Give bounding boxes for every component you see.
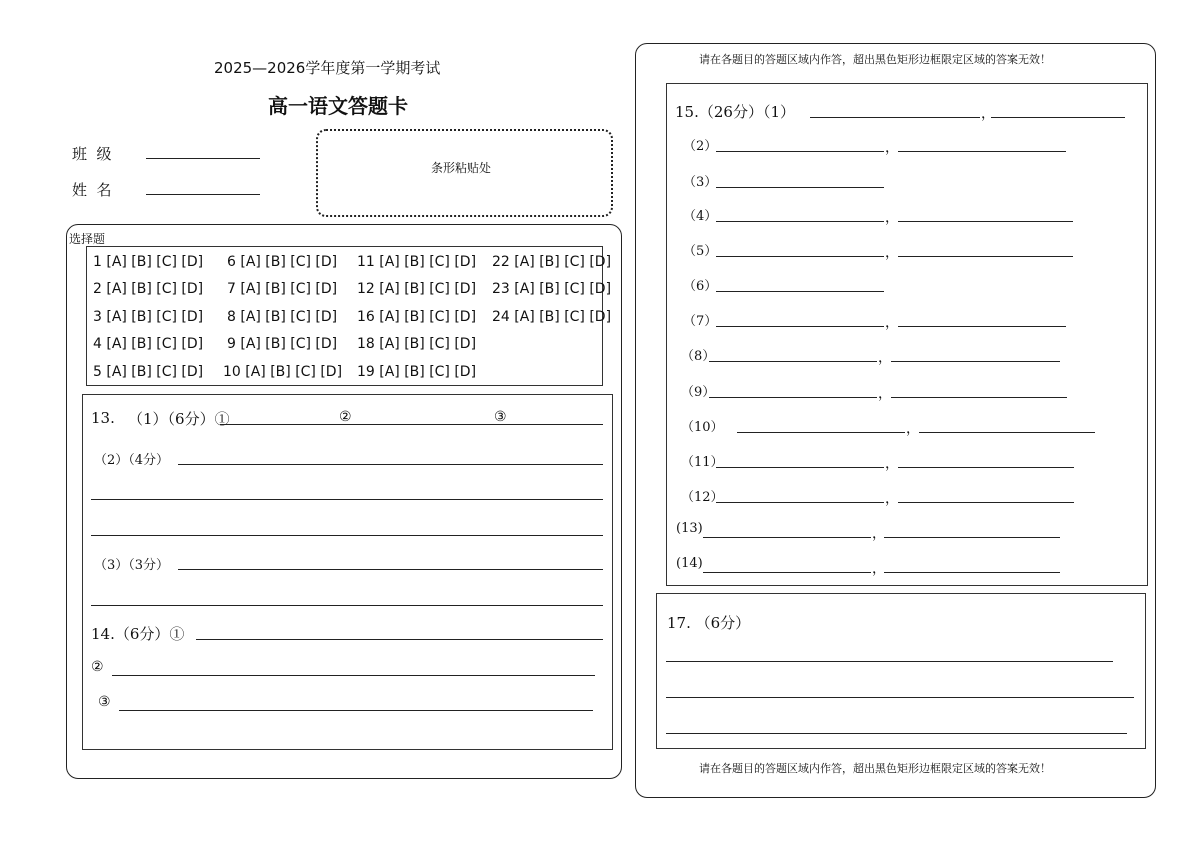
q17-field[interactable] (666, 697, 1134, 698)
q14-field-2[interactable] (112, 675, 595, 676)
q15-item-label: （12） (681, 490, 724, 505)
q15-item-field-b[interactable] (919, 432, 1095, 433)
comma: ， (872, 526, 886, 542)
q15-item-label: （10） (681, 420, 724, 435)
q15-item-field-b[interactable] (891, 361, 1060, 362)
q15-item-label: (13) (676, 521, 703, 536)
barcode-area (316, 129, 613, 217)
comma: ， (885, 210, 899, 226)
mc-item[interactable]: 22 [A] [B] [C] [D] (492, 254, 612, 270)
q15-item-field-a[interactable] (716, 221, 884, 222)
q15-item-field-a[interactable] (737, 432, 905, 433)
q15-box (666, 83, 1148, 586)
mc-item[interactable]: 7 [A] [B] [C] [D] (227, 281, 338, 297)
name-label: 姓 名 (72, 181, 112, 199)
q13-label: 13. (91, 409, 115, 427)
mc-item[interactable]: 1 [A] [B] [C] [D] (93, 254, 204, 270)
q15-item-label: （9） (681, 385, 716, 400)
q13-part3-field[interactable] (178, 569, 603, 570)
mc-item[interactable]: 16 [A] [B] [C] [D] (357, 309, 477, 325)
q15-item-field-b[interactable] (898, 221, 1073, 222)
comma: ， (885, 245, 899, 261)
q15-item-field-a[interactable] (716, 151, 884, 152)
q15-label: 15.（26分）（1） (675, 103, 795, 121)
q15-item-field-a[interactable] (703, 537, 871, 538)
q13-part2-label: （2）（4分） (94, 453, 170, 468)
mc-item[interactable]: 12 [A] [B] [C] [D] (357, 281, 477, 297)
mc-item[interactable]: 3 [A] [B] [C] [D] (93, 309, 204, 325)
comma: ， (981, 106, 995, 122)
q15-item-field-b[interactable] (898, 502, 1074, 503)
q15-item-field-a[interactable] (716, 502, 884, 503)
q14-label: 14.（6分）① (91, 625, 185, 643)
comma: ， (885, 315, 899, 331)
q15-item-field-a[interactable] (709, 397, 877, 398)
q17-label: 17. （6分） (667, 614, 751, 632)
mc-item[interactable]: 5 [A] [B] [C] [D] (93, 364, 204, 380)
notice-bottom: 请在各题目的答题区域内作答，超出黑色矩形边框限定区域的答案无效！ (699, 762, 1051, 775)
exam-title: 2025—2026学年度第一学期考试 (214, 59, 441, 77)
q15-item-label: （3） (683, 175, 718, 190)
mc-item[interactable]: 4 [A] [B] [C] [D] (93, 336, 204, 352)
comma: ， (885, 491, 899, 507)
q15-item-label: （5） (683, 244, 718, 259)
mc-grid (86, 246, 612, 386)
q13-part3-label: （3）（3分） (94, 558, 170, 573)
q17-field[interactable] (666, 733, 1127, 734)
mc-item[interactable]: 24 [A] [B] [C] [D] (492, 309, 612, 325)
q15-1-field-a[interactable] (810, 117, 980, 118)
q13-part3-field[interactable] (91, 605, 603, 606)
q15-item-field-b[interactable] (898, 151, 1066, 152)
mc-item[interactable]: 10 [A] [B] [C] [D] (223, 364, 343, 380)
mc-item[interactable]: 8 [A] [B] [C] [D] (227, 309, 338, 325)
q13-circle-3: ③ (494, 409, 507, 425)
notice-top: 请在各题目的答题区域内作答，超出黑色矩形边框限定区域的答案无效！ (699, 53, 1051, 66)
class-label: 班 级 (72, 145, 112, 163)
class-field[interactable] (146, 158, 260, 159)
mc-item[interactable]: 9 [A] [B] [C] [D] (227, 336, 338, 352)
mc-item[interactable]: 23 [A] [B] [C] [D] (492, 281, 612, 297)
q15-item-label: （8） (681, 349, 716, 364)
q15-1-field-b[interactable] (991, 117, 1125, 118)
q15-item-label: （6） (683, 279, 718, 294)
q15-item-field-b[interactable] (884, 572, 1060, 573)
q13-part1-label: （1）（6分）① (128, 410, 230, 428)
mc-item[interactable]: 11 [A] [B] [C] [D] (357, 254, 477, 270)
q15-item-field-b[interactable] (898, 256, 1073, 257)
q13-part2-field[interactable] (91, 499, 603, 500)
comma: ， (872, 561, 886, 577)
q15-item-field-a[interactable] (716, 187, 884, 188)
comma: ， (885, 140, 899, 156)
comma: ， (885, 456, 899, 472)
q13-part2-field[interactable] (91, 535, 603, 536)
comma: ， (906, 421, 920, 437)
q13-part1-field[interactable] (220, 424, 603, 425)
q14-circle-3: ③ (98, 694, 111, 710)
q15-item-label: （2） (683, 139, 718, 154)
q15-item-label: （4） (683, 209, 718, 224)
q15-item-field-a[interactable] (709, 361, 877, 362)
q15-item-field-a[interactable] (703, 572, 871, 573)
q15-item-field-a[interactable] (716, 256, 884, 257)
q13-circle-2: ② (339, 409, 352, 425)
q15-item-field-a[interactable] (716, 291, 884, 292)
comma: ， (878, 350, 892, 366)
barcode-label: 条形粘贴处 (431, 161, 492, 175)
q14-field-1[interactable] (196, 639, 603, 640)
mc-label: 选择题 (69, 232, 106, 246)
q15-item-label: （7） (683, 314, 718, 329)
comma: ， (878, 386, 892, 402)
q15-item-field-a[interactable] (716, 467, 884, 468)
q15-item-label: (14) (676, 556, 703, 571)
mc-item[interactable]: 19 [A] [B] [C] [D] (357, 364, 477, 380)
q14-circle-2: ② (91, 659, 104, 675)
q14-field-3[interactable] (119, 710, 593, 711)
q17-field[interactable] (666, 661, 1113, 662)
q15-item-field-b[interactable] (898, 326, 1066, 327)
name-field[interactable] (146, 194, 260, 195)
card-title: 高一语文答题卡 (268, 94, 408, 118)
q15-item-field-b[interactable] (884, 537, 1060, 538)
mc-item[interactable]: 18 [A] [B] [C] [D] (357, 336, 477, 352)
q15-item-field-b[interactable] (891, 397, 1067, 398)
q15-item-field-b[interactable] (898, 467, 1074, 468)
q15-item-field-a[interactable] (716, 326, 884, 327)
q13-part2-field[interactable] (178, 464, 603, 465)
mc-item[interactable]: 2 [A] [B] [C] [D] (93, 281, 204, 297)
q15-item-label: （11） (681, 455, 724, 470)
mc-item[interactable]: 6 [A] [B] [C] [D] (227, 254, 338, 270)
